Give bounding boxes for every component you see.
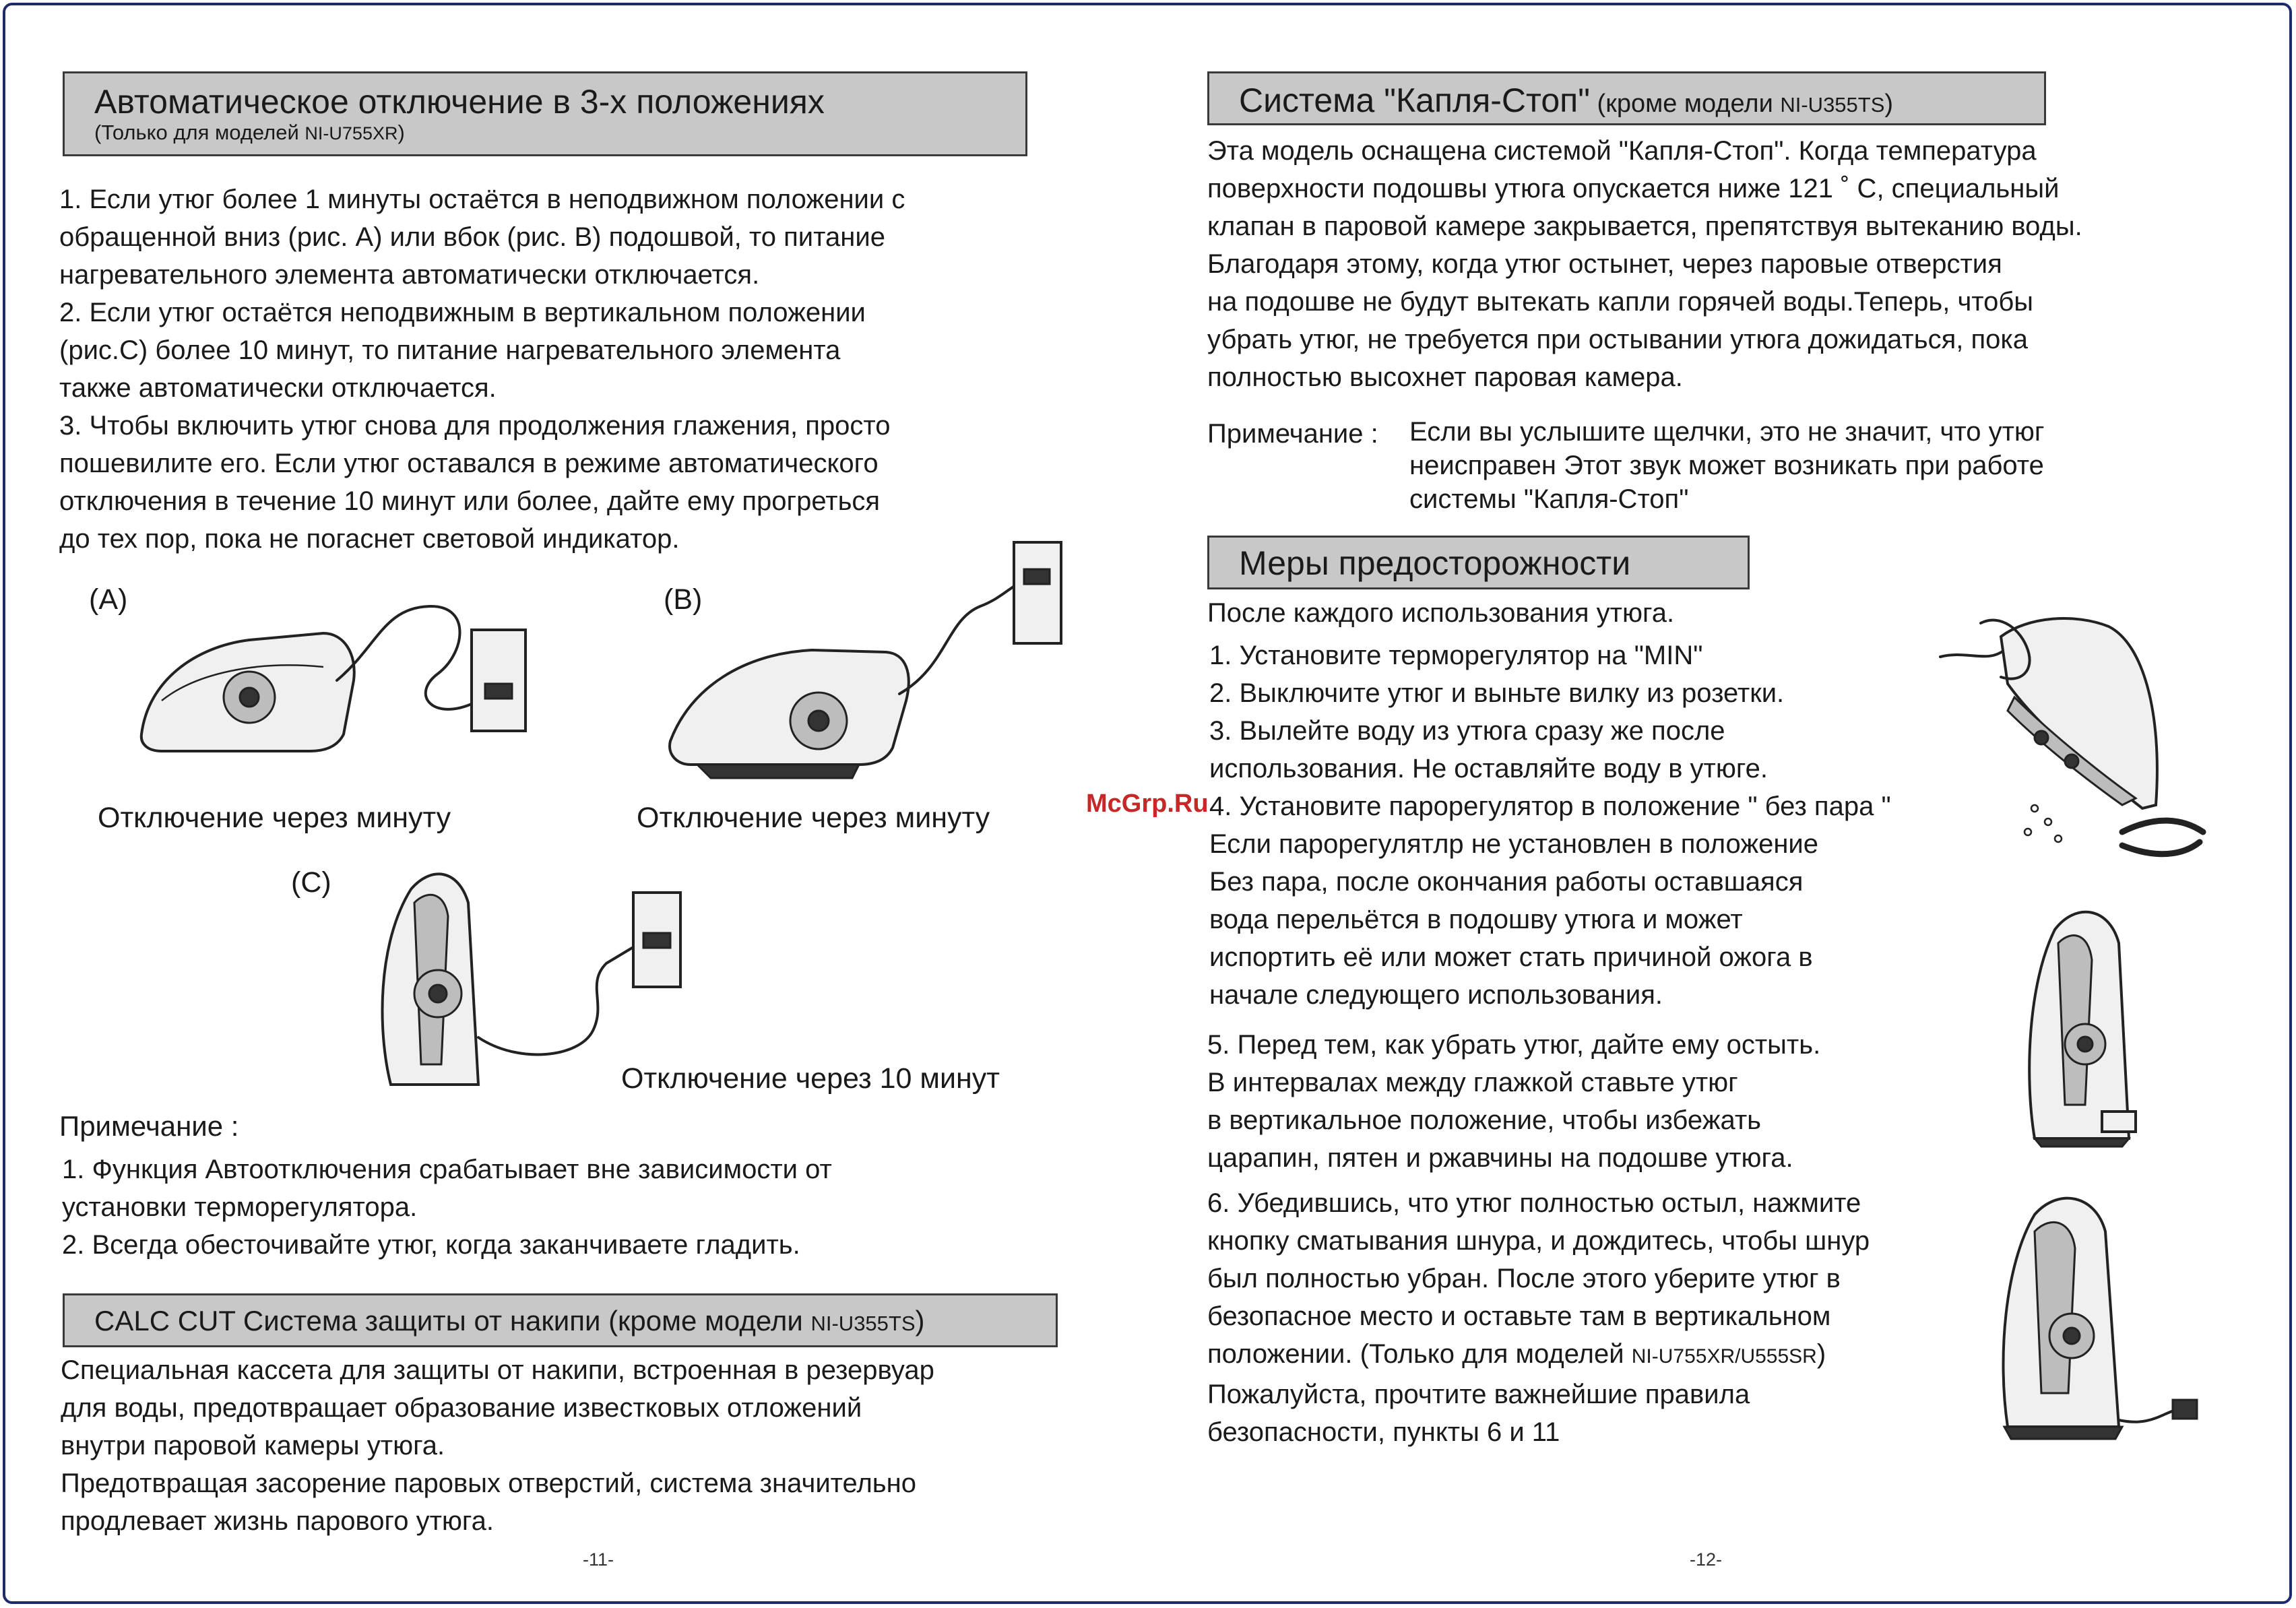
precaution-line: начале следующего использования.	[1209, 980, 1663, 1010]
drip-line: поверхности подошвы утюга опускается ниже 121 ˚ C, специальный	[1207, 174, 2060, 203]
cord-rewind-illustration	[1994, 1191, 2210, 1460]
figure-a-label: (A)	[89, 583, 128, 616]
precaution-line: в вертикальное положение, чтобы избежать	[1207, 1105, 1761, 1135]
auto-off-list	[59, 181, 905, 558]
precaution-line: Пожалуйста, прочтите важнейшие правила	[1207, 1380, 1750, 1409]
drip-note-line: Если вы услышите щелчки, это не значит, что утюг	[1409, 417, 2045, 447]
list-line: 3. Чтобы включить утюг снова для продолжения глажения, просто	[59, 411, 891, 441]
precautions-title: Меры предосторожности	[1239, 544, 1631, 582]
drip-note-line: неисправен Этот звук может возникать при работе	[1409, 451, 2044, 480]
drip-stop-header	[1207, 71, 2046, 125]
precaution-line: 3. Вылейте воду из утюга сразу же после	[1209, 716, 1725, 746]
pour-water-illustration	[1940, 610, 2210, 866]
precaution-line: испортить её или может стать причиной ожога в	[1209, 942, 1813, 972]
precaution-5	[1207, 1026, 1820, 1177]
precaution-line: вода перельётся в подошву утюга и может	[1209, 905, 1743, 934]
precaution-line: 1. Установите терморегулятор на "MIN"	[1209, 641, 1703, 670]
drip-line: на подошве не будут вытекать капли горячей воды.Теперь, чтобы	[1207, 287, 2034, 317]
precaution-line: В интервалах между глажкой ставьте утюг	[1207, 1068, 1738, 1097]
calc-line: Специальная кассета для защиты от накипи, встроенная в резервуар	[61, 1355, 934, 1385]
precautions-intro: После каждого использования утюга.	[1207, 598, 1675, 628]
precaution-line: 4. Установите парорегулятор в положение " без пара "	[1209, 792, 1891, 821]
precaution-line: Без пара, после окончания работы оставшаяся	[1209, 867, 1804, 897]
figure-b-label: (B)	[664, 583, 703, 616]
precaution-line: 5. Перед тем, как убрать утюг, дайте ему остыть.	[1207, 1030, 1821, 1060]
page-number-left: -11-	[583, 1549, 614, 1570]
figure-b-illustration	[664, 539, 1068, 795]
drip-stop-title: Система "Капля-Стоп" (кроме модели NI-U355TS)	[1239, 82, 1894, 119]
note-line: установки терморегулятора.	[62, 1192, 418, 1222]
precaution-line: 6. Убедившись, что утюг полностью остыл, нажмите	[1207, 1188, 1861, 1218]
drip-note-line: системы "Капля-Стоп"	[1409, 484, 1689, 514]
list-line: пошевилите его. Если утюг оставался в режиме автоматического	[59, 449, 879, 478]
drip-note-label: Примечание :	[1207, 419, 1378, 449]
watermark: McGrp.Ru	[1086, 790, 1209, 818]
calc-cut-text	[61, 1351, 934, 1540]
precaution-line: Если парорегулятлр не установлен в положение	[1209, 829, 1819, 859]
drip-line: Благодаря этому, когда утюг остынет, через паровые отверстия	[1207, 249, 2002, 279]
list-line: 1. Если утюг более 1 минуты остаётся в неподвижном положении с	[59, 185, 905, 214]
note-list	[62, 1151, 832, 1264]
list-line: также автоматически отключается.	[59, 373, 497, 403]
precaution-line: 2. Выключите утюг и выньте вилку из розетки.	[1209, 678, 1785, 708]
note-line: 1. Функция Автоотключения срабатывает вне зависимости от	[62, 1155, 832, 1184]
precautions-header	[1207, 536, 1750, 589]
calc-cut-title: CALC CUT Система защиты от накипи (кроме модели NI-U355TS)	[94, 1305, 925, 1337]
drip-line: полностью высохнет паровая камера.	[1207, 362, 1683, 392]
precaution-line: царапин, пятен и ржавчины на подошве утюга.	[1207, 1143, 1793, 1173]
precaution-line: использования. Не оставляйте воду в утюге.	[1209, 754, 1768, 783]
figure-c-label: (C)	[291, 866, 331, 899]
drip-line: клапан в паровой камере закрывается, препятствуя вытеканию воды.	[1207, 212, 2082, 241]
drip-line: Эта модель оснащена системой "Капля-Стоп". Когда температура	[1207, 136, 2037, 166]
list-line: 2. Если утюг остаётся неподвижным в вертикальном положении	[59, 298, 866, 327]
precaution-line: был полностью убран. После этого уберите утюг в	[1207, 1264, 1841, 1293]
precaution-models-line: положении. (Только для моделей NI-U755XR/U555SR)	[1207, 1339, 1826, 1369]
list-line: нагревательного элемента автоматически отключается.	[59, 260, 760, 290]
figure-b-caption: Отключение через минуту	[637, 802, 990, 834]
drip-line: убрать утюг, не требуется при остывании утюга дожидаться, пока	[1207, 325, 2028, 354]
list-line: до тех пор, пока не погаснет световой индикатор.	[59, 524, 680, 554]
page-number-right: -12-	[1690, 1549, 1723, 1570]
note-title: Примечание :	[59, 1110, 239, 1142]
upright-iron-illustration	[2021, 903, 2176, 1152]
calc-line: продлевает жизнь парового утюга.	[61, 1506, 494, 1536]
precaution-6	[1207, 1184, 1870, 1451]
figure-a-caption: Отключение через минуту	[98, 802, 451, 834]
auto-off-subtitle: (Только для моделей NI-U755XR)	[94, 121, 405, 144]
figure-a-illustration	[121, 566, 539, 808]
precaution-line: безопасное место и оставьте там в вертикальном	[1207, 1301, 1831, 1331]
figure-c-caption: Отключение через 10 минут	[621, 1062, 1000, 1095]
drip-note-text	[1409, 415, 2044, 516]
calc-cut-header	[63, 1293, 1058, 1347]
list-line: (рис.С) более 10 минут, то питание нагревательного элемента	[59, 335, 841, 365]
note-line: 2. Всегда обесточивайте утюг, когда заканчиваете гладить.	[62, 1230, 800, 1260]
drip-stop-text	[1207, 132, 2082, 396]
precautions-list	[1209, 637, 1891, 1014]
list-line: обращенной вниз (рис. А) или вбок (рис. В) подошвой, то питание	[59, 222, 885, 252]
auto-off-title: Автоматическое отключение в 3-х положениях	[94, 83, 825, 121]
precaution-line: безопасности, пункты 6 и 11	[1207, 1417, 1560, 1447]
precaution-line: кнопку сматывания шнура, и дождитесь, чтобы шнур	[1207, 1226, 1870, 1256]
calc-line: внутри паровой камеры утюга.	[61, 1431, 445, 1460]
list-line: отключения в течение 10 минут или более, дайте ему прогреться	[59, 486, 881, 516]
calc-line: Предотвращая засорение паровых отверстий, система значительно	[61, 1469, 916, 1498]
auto-off-header	[63, 71, 1027, 156]
calc-line: для воды, предотвращает образование известковых отложений	[61, 1393, 862, 1423]
